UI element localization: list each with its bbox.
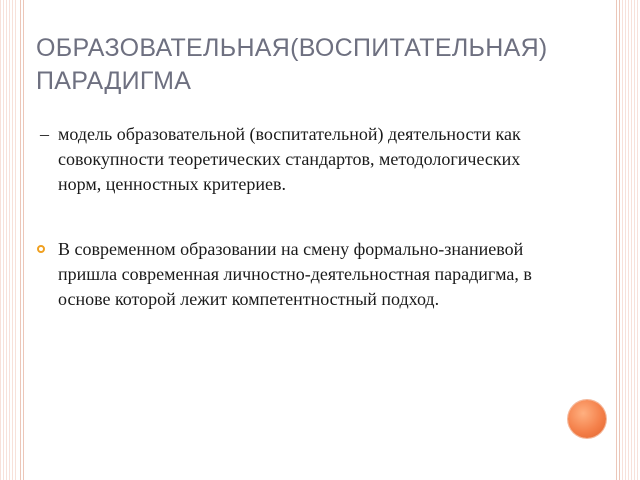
bullet-text: В современном образовании на смену формально-знаниевой пришла современная личностно-деятельностная парадигма, в основе которой лежит компетентностный подход. [58, 239, 532, 309]
right-frame-line-inner [616, 0, 617, 480]
right-frame-line [619, 0, 620, 480]
dash-marker: – [40, 124, 49, 144]
right-border-pattern [622, 0, 640, 480]
slide-title: ОБРАЗОВАТЕЛЬНАЯ(ВОСПИТАТЕЛЬНАЯ) ПАРАДИГМА [36, 34, 548, 95]
definition-paragraph [36, 122, 536, 197]
left-border-pattern [0, 0, 18, 480]
bullet-paragraph [36, 237, 536, 312]
orange-circle-icon [568, 400, 606, 438]
hollow-circle-bullet-icon [37, 245, 45, 253]
left-frame-line-inner [23, 0, 24, 480]
slide-body [36, 122, 536, 312]
definition-text: модель образовательной (воспитательной) деятельности как совокупности теоретических стандартов, методологических норм, ценностных критериев. [58, 124, 521, 194]
left-frame-line [20, 0, 21, 480]
